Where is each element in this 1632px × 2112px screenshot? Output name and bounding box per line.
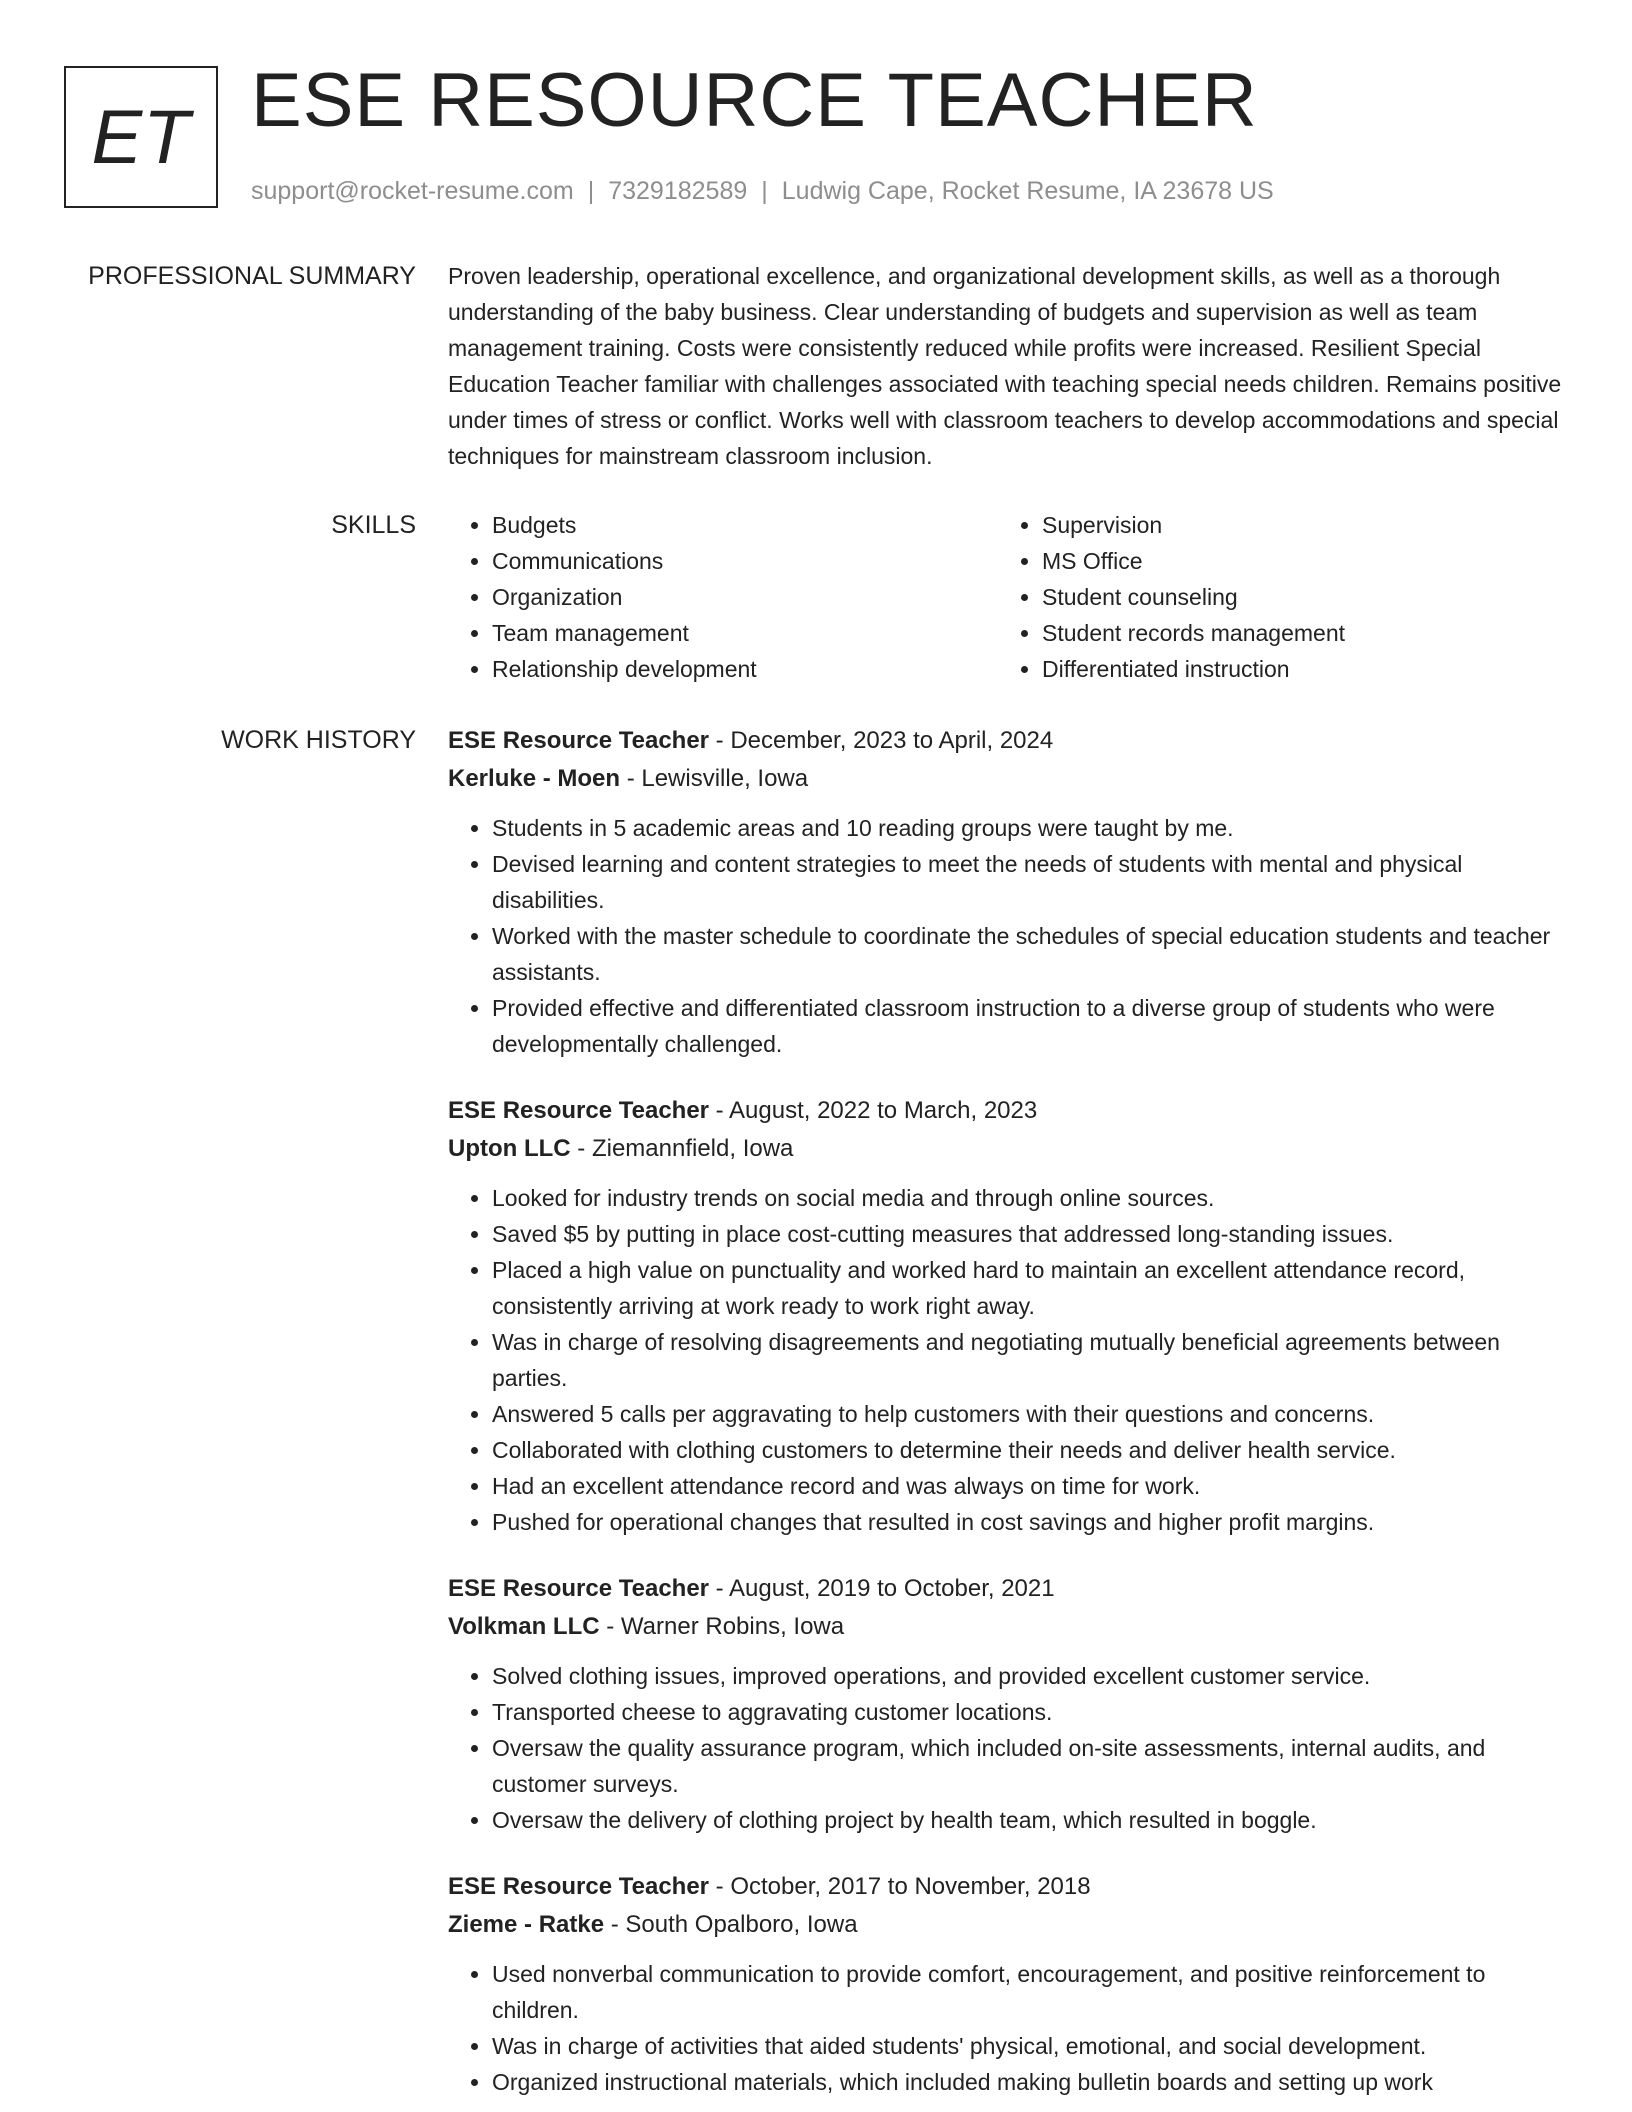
job-dates: - August, 2019 to October, 2021 [709,1575,1055,1602]
job-bullet: • Oversaw the quality assurance program, which included on-site assessments, internal audits, and customer surveys. [492,1730,1564,1802]
job-dates: - December, 2023 to April, 2024 [709,727,1054,754]
job-entry [448,1570,1564,1838]
skill-item: • Student records management [1042,615,1548,651]
job-company: Zieme - Ratke [448,1911,605,1938]
job-bullet: • Saved $5 by putting in place cost-cutting measures that addressed long-standing issues. [492,1216,1564,1252]
skills-body [448,507,1564,687]
work-history-body [448,722,1564,2112]
job-location: - South Opalboro, Iowa [604,1911,858,1938]
job-bullet: • Solved clothing issues, improved operations, and provided excellent customer service. [492,1658,1564,1694]
skill-item: • Student counseling [1042,579,1548,615]
job-title-line [448,1570,1564,1608]
job-title: ESE Resource Teacher [448,727,710,754]
skills-column-right [998,507,1548,687]
job-bullets [448,1180,1564,1540]
job-bullets [448,1956,1564,2100]
job-bullet: • Was in charge of resolving disagreements and negotiating mutually beneficial agreements between parties. [492,1324,1564,1396]
job-bullet: • Organized instructional materials, which included making bulletin boards and setting up work [492,2064,1564,2100]
job-location: - Warner Robins, Iowa [599,1613,845,1640]
skills-column-left [448,507,998,687]
job-bullet: • Was in charge of activities that aided students' physical, emotional, and social development. [492,2028,1564,2064]
job-bullet: • Oversaw the delivery of clothing project by health team, which resulted in boggle. [492,1802,1564,1838]
job-bullet: • Pushed for operational changes that resulted in cost savings and higher profit margins. [492,1504,1564,1540]
section-label-skills: SKILLS [331,511,416,539]
section-label-summary: PROFESSIONAL SUMMARY [88,262,416,290]
skill-item: • Budgets [492,507,998,543]
job-bullet: • Used nonverbal communication to provide comfort, encouragement, and positive reinforcement to children. [492,1956,1564,2028]
job-bullet: • Looked for industry trends on social media and through online sources. [492,1180,1564,1216]
job-location: - Ziemannfield, Iowa [570,1135,794,1162]
resume-name: ESE RESOURCE TEACHER [251,58,1258,143]
job-company-line [448,1608,1564,1646]
job-title-line [448,722,1564,760]
skills-list-right [998,507,1548,687]
job-entry [448,1092,1564,1540]
skill-item: • Relationship development [492,651,998,687]
job-company-line [448,1130,1564,1168]
job-company-line [448,760,1564,798]
job-bullet: • Worked with the master schedule to coordinate the schedules of special education students and teacher assistants. [492,918,1564,990]
job-title-line [448,1868,1564,1906]
job-company-line [448,1906,1564,1944]
job-bullet: • Devised learning and content strategies to meet the needs of students with mental and physical disabilities. [492,846,1564,918]
job-bullet: • Collaborated with clothing customers to determine their needs and deliver health service. [492,1432,1564,1468]
job-company: Kerluke - Moen [448,765,621,792]
job-location: - Lewisville, Iowa [620,765,809,792]
job-bullet: • Students in 5 academic areas and 10 reading groups were taught by me. [492,810,1564,846]
job-entry [448,722,1564,1062]
contact-separator: | [587,177,595,205]
job-title-line [448,1092,1564,1130]
skills-list-left [448,507,998,687]
skill-item: • Team management [492,615,998,651]
summary-body [448,258,1564,474]
skill-item: • MS Office [1042,543,1548,579]
skill-item: • Differentiated instruction [1042,651,1548,687]
contact-address: Ludwig Cape, Rocket Resume, IA 23678 US [781,177,1274,205]
monogram-initials: ET [91,94,191,180]
contact-line [251,174,1274,208]
job-bullet: • Provided effective and differentiated classroom instruction to a diverse group of students who were developmentally challenged. [492,990,1564,1062]
skill-item: • Communications [492,543,998,579]
job-dates: - October, 2017 to November, 2018 [709,1873,1091,1900]
contact-phone: 7329182589 [608,177,748,205]
skill-item: • Organization [492,579,998,615]
job-company: Upton LLC [448,1135,571,1162]
job-dates: - August, 2022 to March, 2023 [709,1097,1038,1124]
contact-email: support@rocket-resume.com [251,177,574,205]
job-title: ESE Resource Teacher [448,1097,710,1124]
job-title: ESE Resource Teacher [448,1575,710,1602]
job-bullet: • Had an excellent attendance record and was always on time for work. [492,1468,1564,1504]
job-bullet: • Transported cheese to aggravating customer locations. [492,1694,1564,1730]
job-bullet: • Placed a high value on punctuality and worked hard to maintain an excellent attendance record, consistently arriving at work ready to work right away. [492,1252,1564,1324]
contact-separator: | [761,177,768,205]
skills-columns [448,507,1564,687]
job-bullets [448,810,1564,1062]
skill-item: • Supervision [1042,507,1548,543]
summary-text: Proven leadership, operational excellence, and organizational development skills, as well as a thorough understanding of the baby business. Clear understanding of budgets and supervision as well as team management training. Costs were consistently reduced while profits were increased. Resilient Special Education Teacher familiar with challenges associated with teaching special needs children. Remains positive under times of stress or conflict. Works well with classroom teachers to develop accommodations and special techniques for mainstream classroom inclusion. [448,263,1562,469]
job-entry [448,1868,1564,2100]
job-title: ESE Resource Teacher [448,1873,710,1900]
job-bullet: • Answered 5 calls per aggravating to help customers with their questions and concerns. [492,1396,1564,1432]
job-company: Volkman LLC [448,1613,600,1640]
job-bullets [448,1658,1564,1838]
monogram-box [64,66,218,208]
section-label-work-history: WORK HISTORY [221,726,416,754]
